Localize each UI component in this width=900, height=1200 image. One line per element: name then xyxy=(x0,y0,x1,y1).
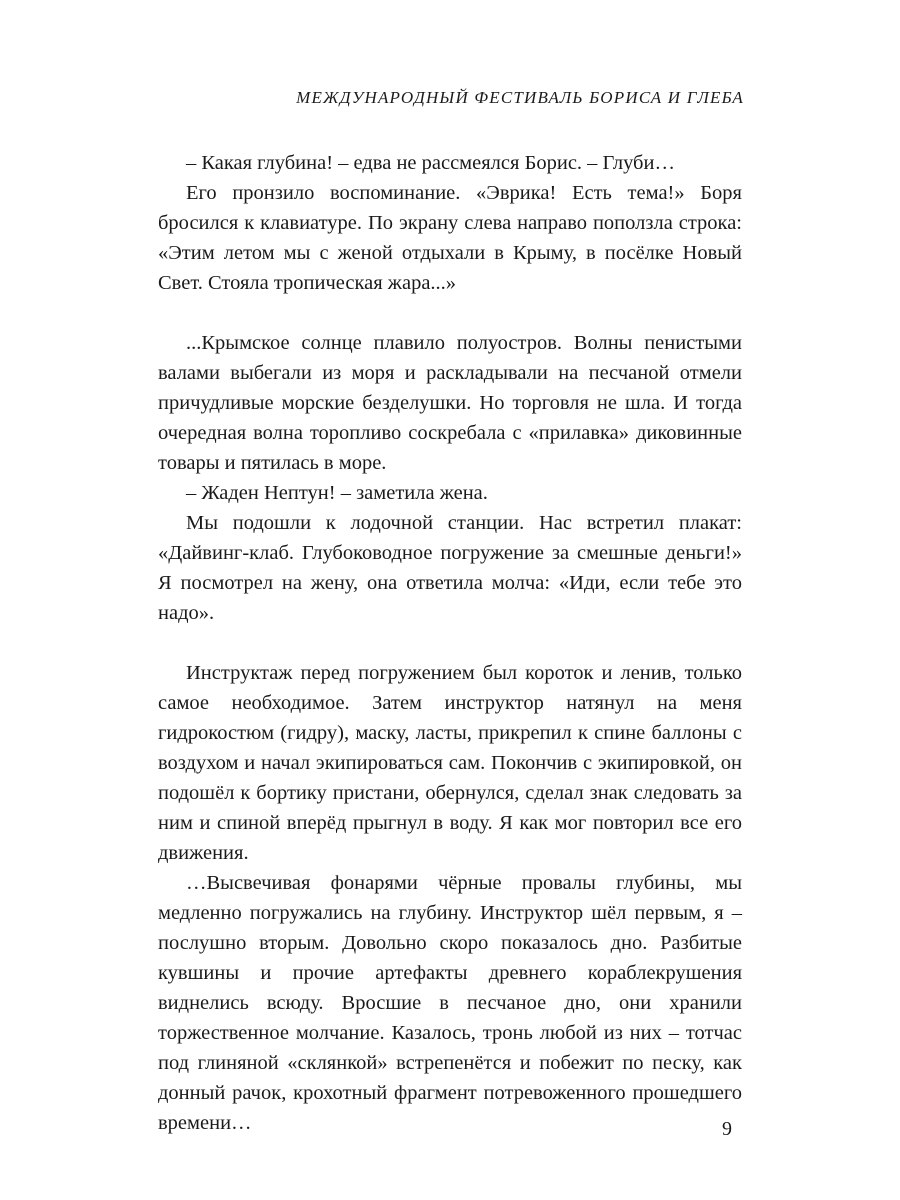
paragraph: …Высвечивая фонарями чёрные провалы глубины, мы медленно погружались на глубину. Инструктор шёл первым, я – послушно вторым. Довольно скоро показалось дно. Разбитые кувшины и прочие артефакты древнего кораблекрушения виднелись всюду. Вросшие в песчаное дно, они хранили торжественное молчание. Казалось, тронь любой из них – тотчас под глиняной «склянкой» встрепенётся и побежит по песку, как донный рачок, крохотный фрагмент потревоженного прошедшего времени… xyxy=(158,872,742,1134)
paragraph: Его пронзило воспоминание. «Эврика! Есть тема!» Боря бросился к клавиатуре. По экрану слева направо поползла строка: «Этим летом мы с женой отдыхали в Крыму, в посёлке Новый Свет. Стояла тропическая жара...» xyxy=(158,182,742,294)
paragraph: Мы подошли к лодочной станции. Нас встретил плакат: «Дайвинг-клаб. Глубоководное погружение за смешные деньги!» Я посмотрел на жену, она ответила молча: «Иди, если тебе это надо». xyxy=(158,512,742,624)
paragraph: ...Крымское солнце плавило полуостров. Волны пенистыми валами выбегали из моря и раскладывали на песчаной отмели причудливые морские безделушки. Но торговля не шла. И тогда очередная волна торопливо соскребала с «прилавка» диковинные товары и пятилась в море. xyxy=(158,332,742,474)
paragraph: – Какая глубина! – едва не рассмеялся Борис. – Глуби… xyxy=(186,152,675,174)
paragraph: Инструктаж перед погружением был короток и ленив, только самое необходимое. Затем инструктор натянул на меня гидрокостюм (гидру), маску, ласты, прикрепил к спине баллоны с воздухом и начал экипироваться сам. Покончив с экипировкой, он подошёл к бортику пристани, обернулся, сделал знак следовать за ним и спиной вперёд прыгнул в воду. Я как мог повторил все его движения. xyxy=(158,662,742,864)
page-number: 9 xyxy=(722,1118,732,1140)
body-text xyxy=(158,148,742,1138)
running-header: МЕЖДУНАРОДНЫЙ ФЕСТИВАЛЬ БОРИСА И ГЛЕБА xyxy=(296,88,744,107)
paragraph: – Жаден Нептун! – заметила жена. xyxy=(186,482,488,504)
